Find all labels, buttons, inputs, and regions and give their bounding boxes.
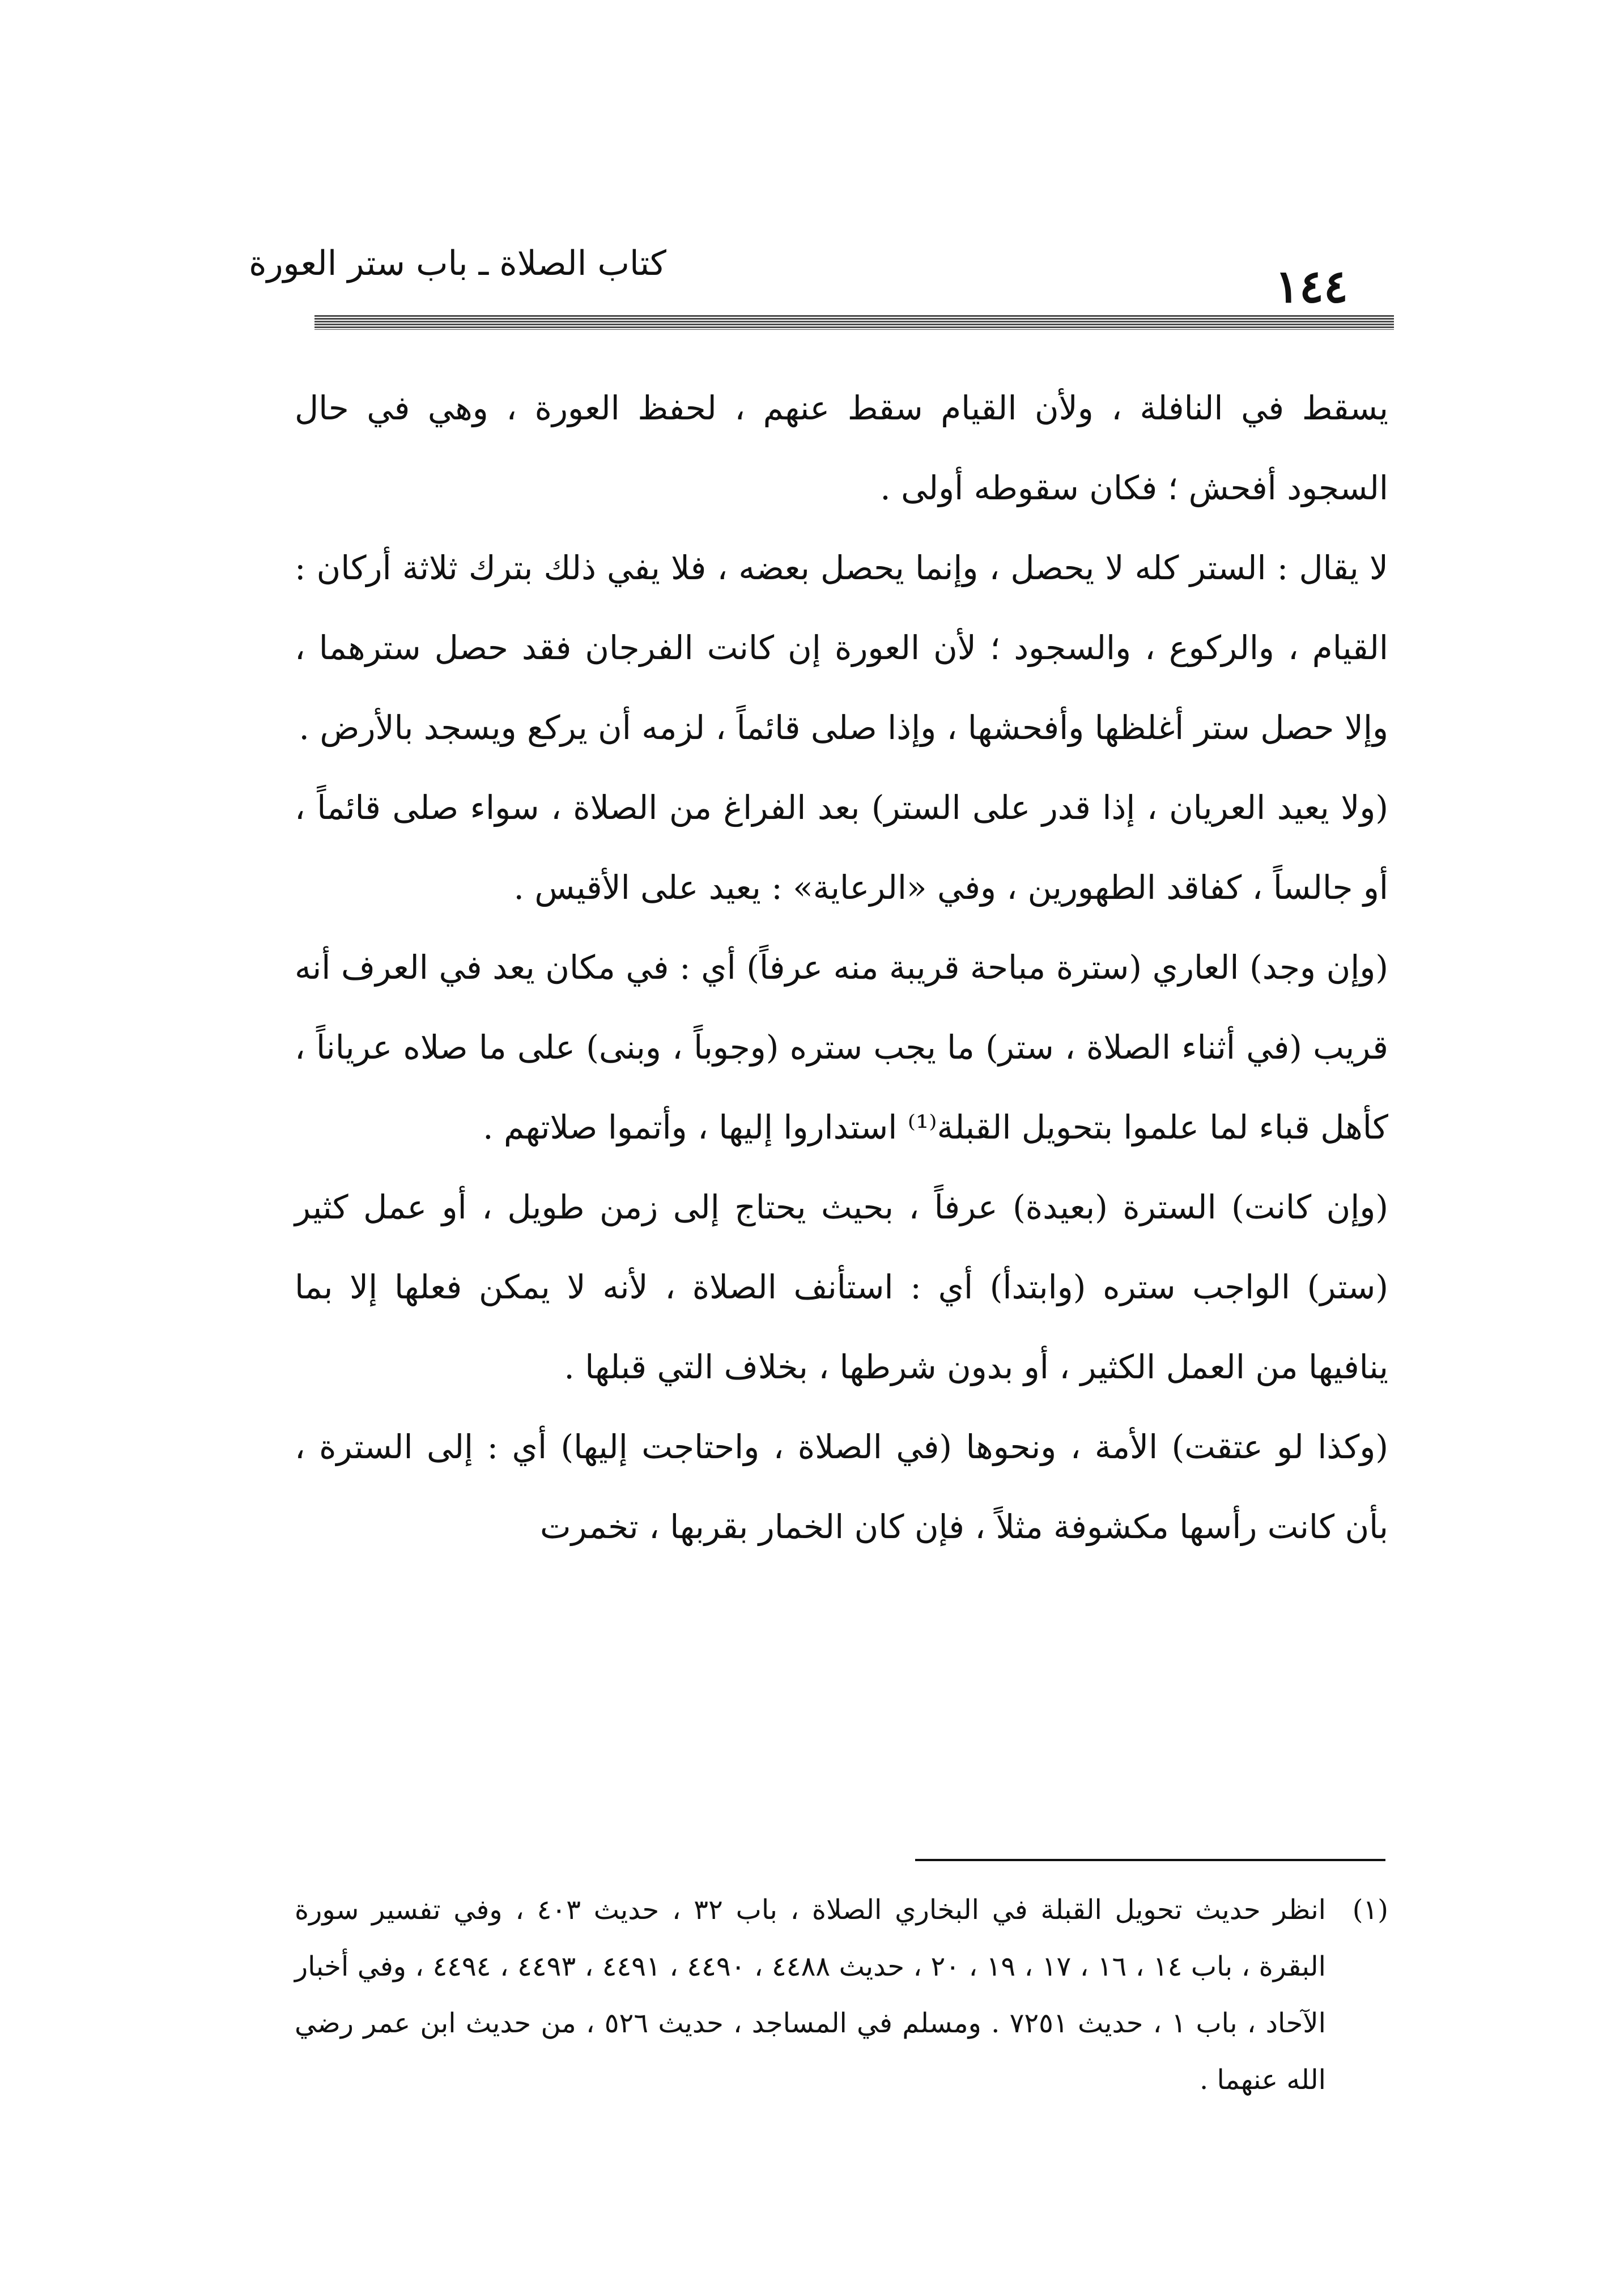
- paragraph: (وإن وجد) العاري (سترة مباحة قريبة منه عرفاً) أي : في مكان يعد في العرف أنه قريب (في أثناء الصلاة ، ستر) ما يجب ستره (وجوباً ، وبنى) على ما صلاه عرياناً ، كأهل قباء لما علموا بتحويل القبلة⁽¹⁾ استداروا إليها ، وأتموا صلاتهم .: [295, 948, 1388, 1146]
- footnote-number: (١): [1352, 1894, 1388, 1926]
- header-rule: [314, 315, 1394, 330]
- footnote: [295, 1882, 1388, 2108]
- footnote-text: انظر حديث تحويل القبلة في البخاري الصلاة ، باب ٣٢ ، حديث ٤٠٣ ، وفي تفسير سورة البقرة ، باب ١٤ ، ١٦ ، ١٧ ، ١٩ ، ٢٠ ، حديث ٤٤٨٨ ، ٤٤٩٠ ، ٤٤٩١ ، ٤٤٩٣ ، ٤٤٩٤ ، وفي أخبار الآحاد ، باب ١ ، حديث ٧٢٥١ . ومسلم في المساجد ، حديث ٥٢٦ ، من حديث ابن عمر رضي الله عنهما .: [295, 1894, 1327, 2096]
- paragraph: (وكذا لو عتقت) الأمة ، ونحوها (في الصلاة ، واحتاجت إليها) أي : إلى السترة ، بأن كانت رأسها مكشوفة مثلاً ، فإن كان الخمار بقربها ، تخمرت: [295, 1428, 1388, 1546]
- running-title: كتاب الصلاة ـ باب ستر العورة: [249, 244, 666, 283]
- paragraph: لا يقال : الستر كله لا يحصل ، وإنما يحصل بعضه ، فلا يفي ذلك بترك ثلاثة أركان : القيام ، والركوع ، والسجود ؛ لأن العورة إن كانت الفرجان فقد حصل سترهما ، وإلا حصل ستر أغلظها وأفحشها ، وإذا صلى قائماً ، لزمه أن يركع ويسجد بالأرض .: [295, 549, 1388, 747]
- paragraph: يسقط في النافلة ، ولأن القيام سقط عنهم ، لحفظ العورة ، وهي في حال السجود أفحش ؛ فكان سقوطه أولى .: [295, 389, 1388, 507]
- paragraph: (ولا يعيد العريان ، إذا قدر على الستر) بعد الفراغ من الصلاة ، سواء صلى قائماً ، أو جالساً ، كفاقد الطهورين ، وفي «الرعاية» : يعيد على الأقيس .: [295, 788, 1388, 907]
- page-number: ١٤٤: [1275, 260, 1348, 313]
- paragraph: (وإن كانت) السترة (بعيدة) عرفاً ، بحيث يحتاج إلى زمن طويل ، أو عمل كثير (ستر) الواجب ستره (وابتدأ) أي : استأنف الصلاة ، لأنه لا يمكن فعلها إلا بما ينافيها من العمل الكثير ، أو بدون شرطها ، بخلاف التي قبلها .: [295, 1188, 1388, 1386]
- footnote-separator: [915, 1859, 1385, 1861]
- body-text: [295, 368, 1388, 1567]
